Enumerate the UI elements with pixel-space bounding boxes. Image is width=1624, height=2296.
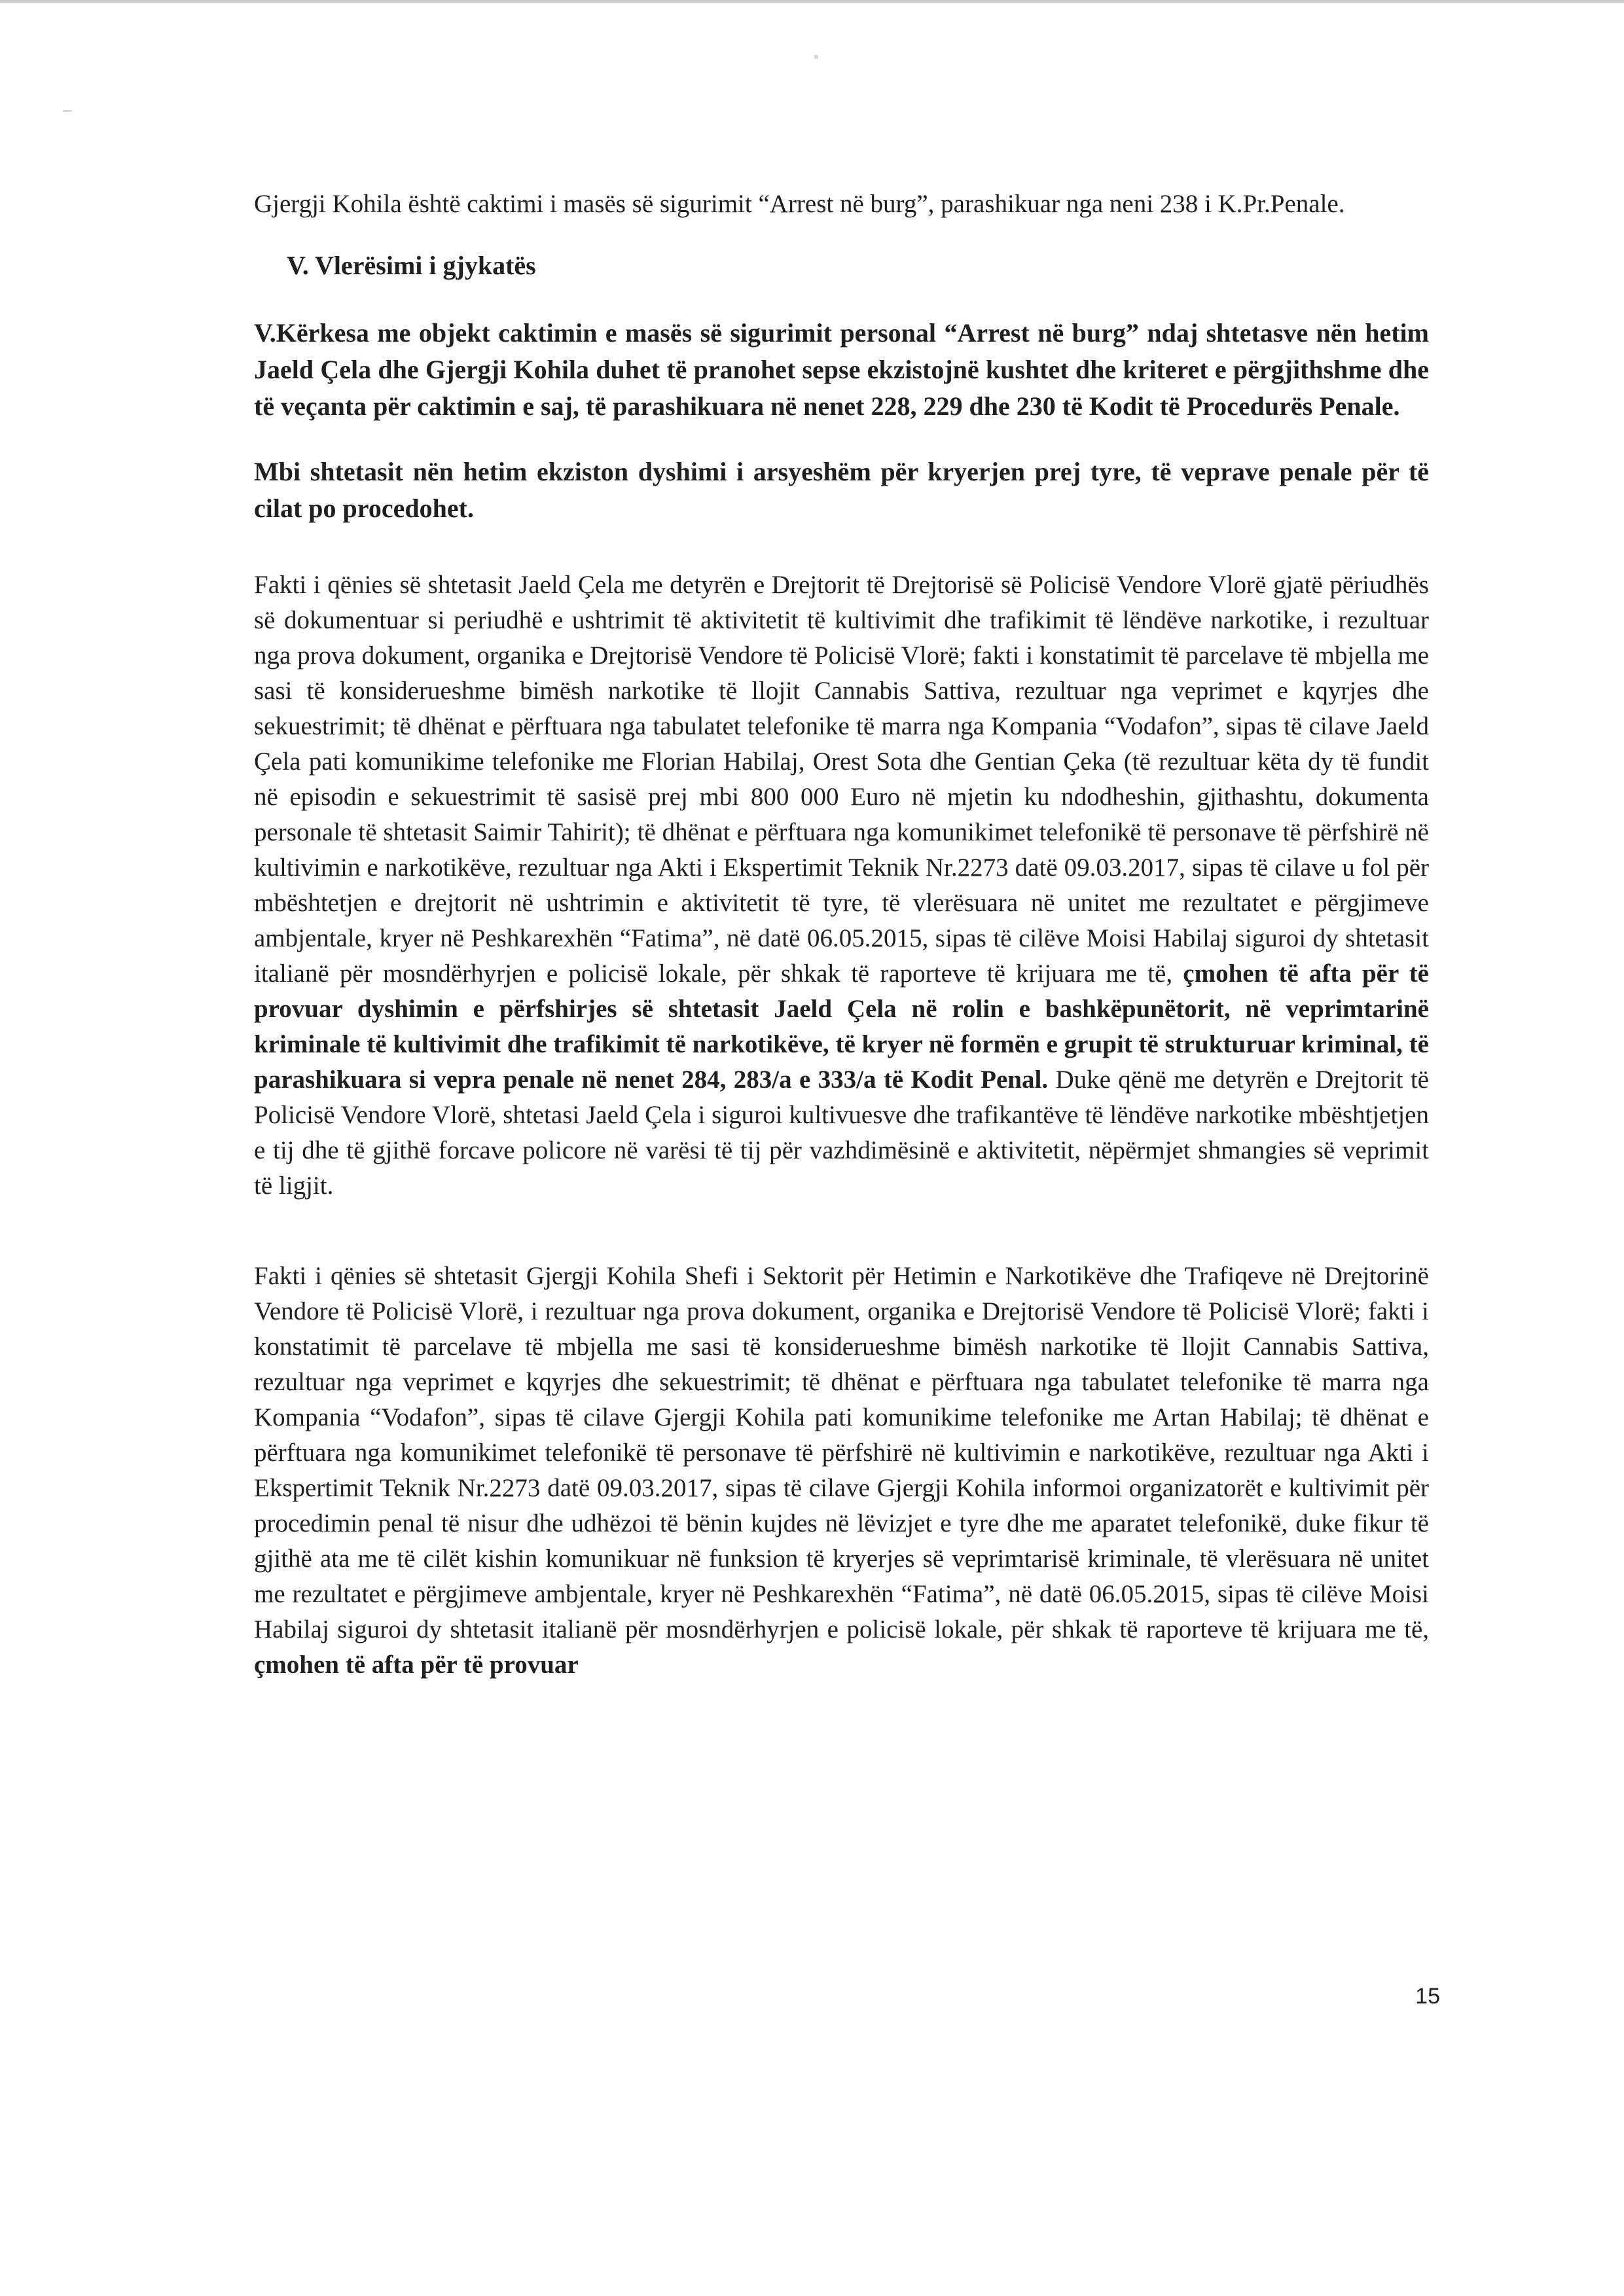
section-heading: V. Vlerësimi i gjykatës bbox=[287, 251, 536, 280]
request-paragraph: V.Kërkesa me objekt caktimin e masës së sigurimit personal “Arrest në burg” ndaj shtetasve nën hetim Jaeld Çela dhe Gjergji Kohila duhet të pranohet sepse ekzistojnë kushtet dhe kriteret e përgjithshme dhe të veçanta për caktimin e saj, të parashikuara në nenet 228, 229 dhe 230 të Kodit të Procedurës Penale. bbox=[254, 318, 1429, 421]
cela-paragraph-text: Fakti i qënies së shtetasit Jaeld Çela me detyrën e Drejtorit të Drejtorisë së Policisë Vendore Vlorë gjatë përiudhës së dokumentuar si periudhë e ushtrimit të aktivitetit të kultivimit dhe trafikimit të lëndëve narkotike, i rezultuar nga prova dokument, organika e Drejtorisë Vendore të Policisë Vlorë; fakti i konstatimit të parcelave të mbjella me sasi të konsiderueshme bimësh narkotike të llojit Cannabis Sattiva, rezultuar nga veprimet e kqyrjes dhe sekuestrimit; të dhënat e përftuara nga tabulatet telefonike të marra nga Kompania “Vodafon”, sipas të cilave Jaeld Çela pati komunikime telefonike me Florian Habilaj, Orest Sota dhe Gentian Çeka (të rezultuar këta dy të fundit në episodin e sekuestrimit të sasisë prej mbi 800 000 Euro në mjetin ku ndodheshin, gjithashtu, dokumenta personale të shtetasit Saimir Tahirit); të dhënat e përftuara nga komunikimet telefonikë të personave të përfshirë në kultivimin e narkotikëve, rezultuar nga Akti i Ekspertimit Teknik Nr.2273 datë 09.03.2017, sipas të cilave u fol për mbështetjen e drejtorit në ushtrimin e aktivitetit të tyre, të vlerësuara në unitet me rezultatet e përgjimeve ambjentale, kryer në Peshkarexhën “Fatima”, në datë 06.05.2015, sipas të cilëve Moisi Habilaj siguroi dy shtetasit italianë për mosndërhyrjen e policisë lokale, për shkak të raporteve të krijuara me të, bbox=[254, 571, 1429, 988]
scan-speck bbox=[814, 55, 818, 59]
kohila-paragraph-bold: çmohen të afta për të provuar bbox=[254, 1651, 579, 1679]
kohila-paragraph-text: Fakti i qënies së shtetasit Gjergji Kohila Shefi i Sektorit për Hetimin e Narkotikëve dhe Trafiqeve në Drejtorinë Vendore të Policisë Vlorë, i rezultuar nga prova dokument, organika e Drejtorisë Vendore të Policisë Vlorë; fakti i konstatimit të parcelave të mbjella me sasi të konsiderueshme bimësh narkotike të llojit Cannabis Sattiva, rezultuar nga veprimet e kqyrjes dhe sekuestrimit; të dhënat e përftuara nga tabulatet telefonike të marra nga Kompania “Vodafon”, sipas të cilave Gjergji Kohila pati komunikime telefonike me Artan Habilaj; të dhënat e përftuara nga komunikimet telefonikë të personave të përfshirë në kultivimin e narkotikëve, rezultuar nga Akti i Ekspertimit Teknik Nr.2273 datë 09.03.2017, sipas të cilave Gjergji Kohila informoi organizatorët e kultivimit për procedimin penal të nisur dhe udhëzoi të bënin kujdes në lëvizjet e tyre dhe me aparatet telefonikë, duke fikur të gjithë ata me të cilët kishin komunikuar në funksion të kryerjes së veprimtarisë kriminale, të vlerësuara në unitet me rezultatet e përgjimeve ambjentale, kryer në Peshkarexhën “Fatima”, në datë 06.05.2015, sipas të cilëve Moisi Habilaj siguroi dy shtetasit italianë për mosndërhyrjen e policisë lokale, për shkak të raporteve të krijuara me të, bbox=[254, 1262, 1429, 1643]
page-number: 15 bbox=[1415, 1984, 1440, 2009]
scan-top-edge bbox=[0, 0, 1624, 3]
cela-paragraph-bold: çmohen të afta për të provuar dyshimin e përfshirjes së shtetasit Jaeld Çela në rolin e bashkëpunëtorit, në veprimtarinë kriminale të kultivimit dhe trafikimit të narkotikëve, të kryer në formën e grupit të strukturuar kriminal, të parashikuara si vepra penale në nenet 284, 283/a e 333/a të Kodit Penal. bbox=[254, 960, 1429, 1094]
document-body bbox=[254, 187, 1429, 1683]
cela-paragraph-text-end: Duke qënë me detyrën e Drejtorit të Policisë Vendore Vlorë, shtetasi Jaeld Çela i siguroi kultivuesve dhe trafikantëve të lëndëve narkotike mbështjetjen e tij dhe të gjithë forcave policore në varësi të tij për vazhdimësinë e aktivitetit, nëpërmjet shmangies së veprimit të ligjit. bbox=[254, 1066, 1429, 1200]
suspicion-paragraph: Mbi shtetasit nën hetim ekziston dyshimi i arsyeshëm për kryerjen prej tyre, të veprave penale për të cilat po procedohet. bbox=[254, 457, 1429, 523]
cela-paragraph bbox=[254, 567, 1429, 1204]
kohila-paragraph bbox=[254, 1259, 1429, 1683]
intro-paragraph: Gjergji Kohila është caktimi i masës së sigurimit “Arrest në burg”, parashikuar nga neni 238 i K.Pr.Penale. bbox=[254, 190, 1345, 218]
scan-speck bbox=[63, 110, 72, 112]
